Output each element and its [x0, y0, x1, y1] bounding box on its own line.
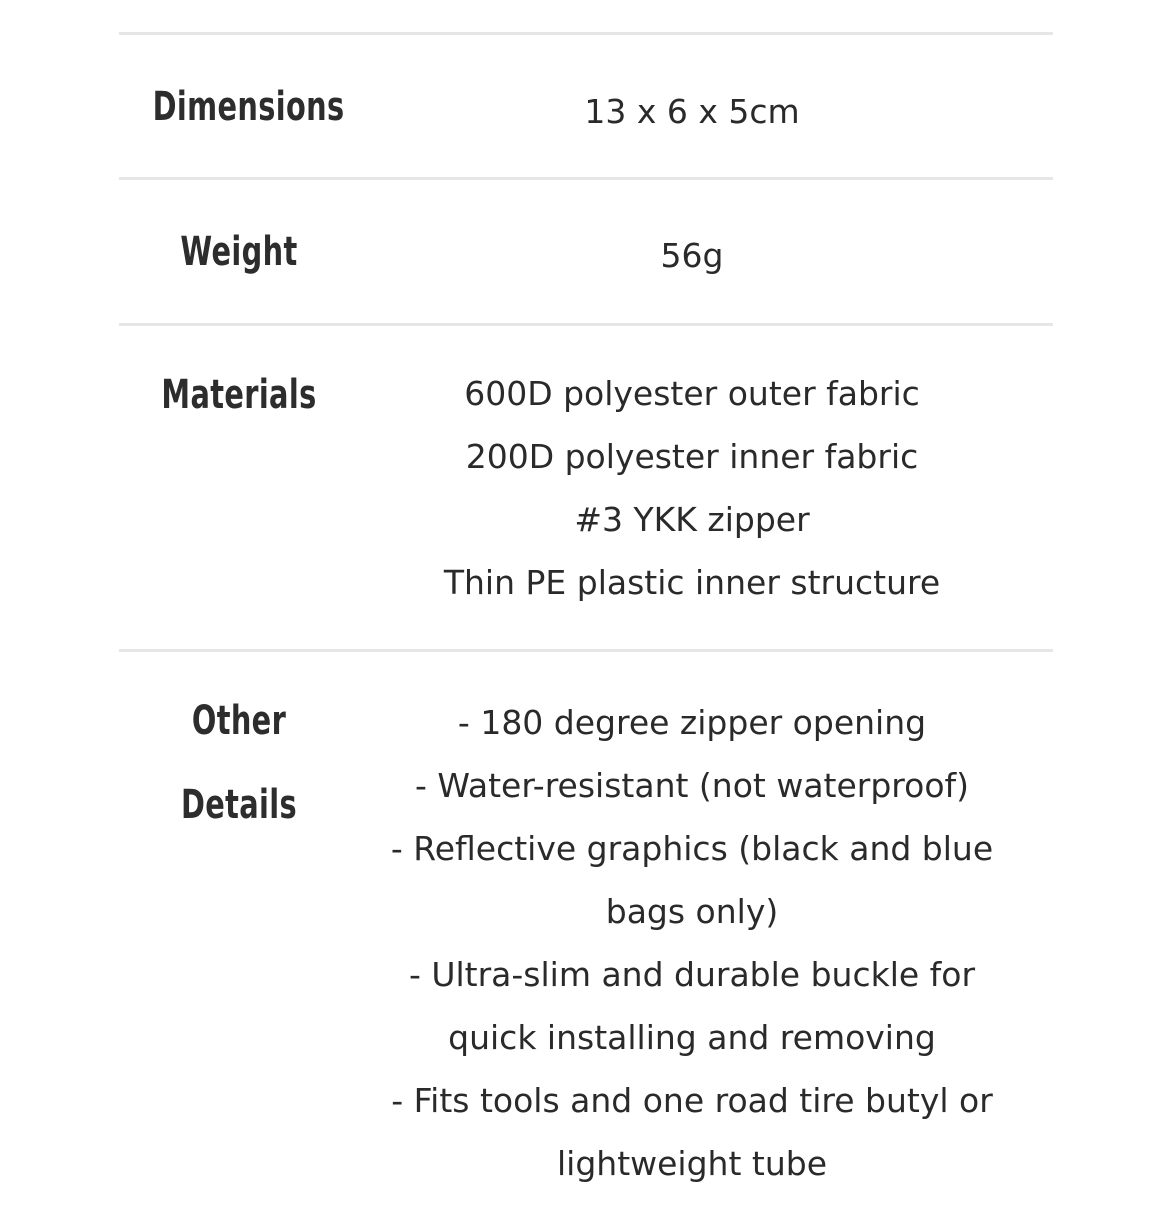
spec-row-weight — [119, 180, 1053, 326]
spec-label-text: Other — [191, 698, 287, 744]
spec-label — [152, 35, 345, 177]
spec-value — [359, 326, 1053, 649]
spec-value-text: 56g — [660, 236, 724, 275]
spec-value-line: lightweight tube — [557, 1144, 827, 1183]
spec-value-line: - Fits tools and one road tire butyl or — [391, 1081, 993, 1120]
spec-label — [153, 652, 326, 1212]
spec-value-line: 600D polyester outer fabric — [464, 374, 920, 413]
spec-value-text: 13 x 6 x 5cm — [584, 92, 800, 131]
spec-value-line: 200D polyester inner fabric — [465, 437, 919, 476]
spec-value — [359, 35, 1053, 177]
spec-table — [119, 32, 1053, 1212]
spec-label-text: Weight — [180, 229, 298, 275]
spec-label-text: Details — [180, 782, 298, 828]
spec-value — [359, 180, 1053, 323]
spec-value-line: quick installing and removing — [448, 1018, 936, 1057]
spec-value-line: bags only) — [605, 892, 779, 931]
spec-row-other-details — [119, 652, 1053, 1212]
spec-value-line: - Reflective graphics (black and blue — [390, 829, 994, 868]
spec-row-dimensions — [119, 35, 1053, 180]
spec-label-text: Dimensions — [152, 84, 345, 130]
spec-label — [153, 326, 326, 649]
spec-value-line: - Ultra-slim and durable buckle for — [408, 955, 976, 994]
spec-value-line: - 180 degree zipper opening — [457, 703, 927, 742]
spec-row-materials — [119, 326, 1053, 652]
spec-label-text: Materials — [161, 372, 317, 418]
spec-label — [153, 180, 326, 323]
spec-value-line: - Water-resistant (not waterproof) — [414, 766, 970, 805]
spec-value-line: #3 YKK zipper — [574, 500, 810, 539]
spec-value-line: Thin PE plastic inner structure — [443, 563, 941, 602]
spec-value — [359, 652, 1053, 1212]
